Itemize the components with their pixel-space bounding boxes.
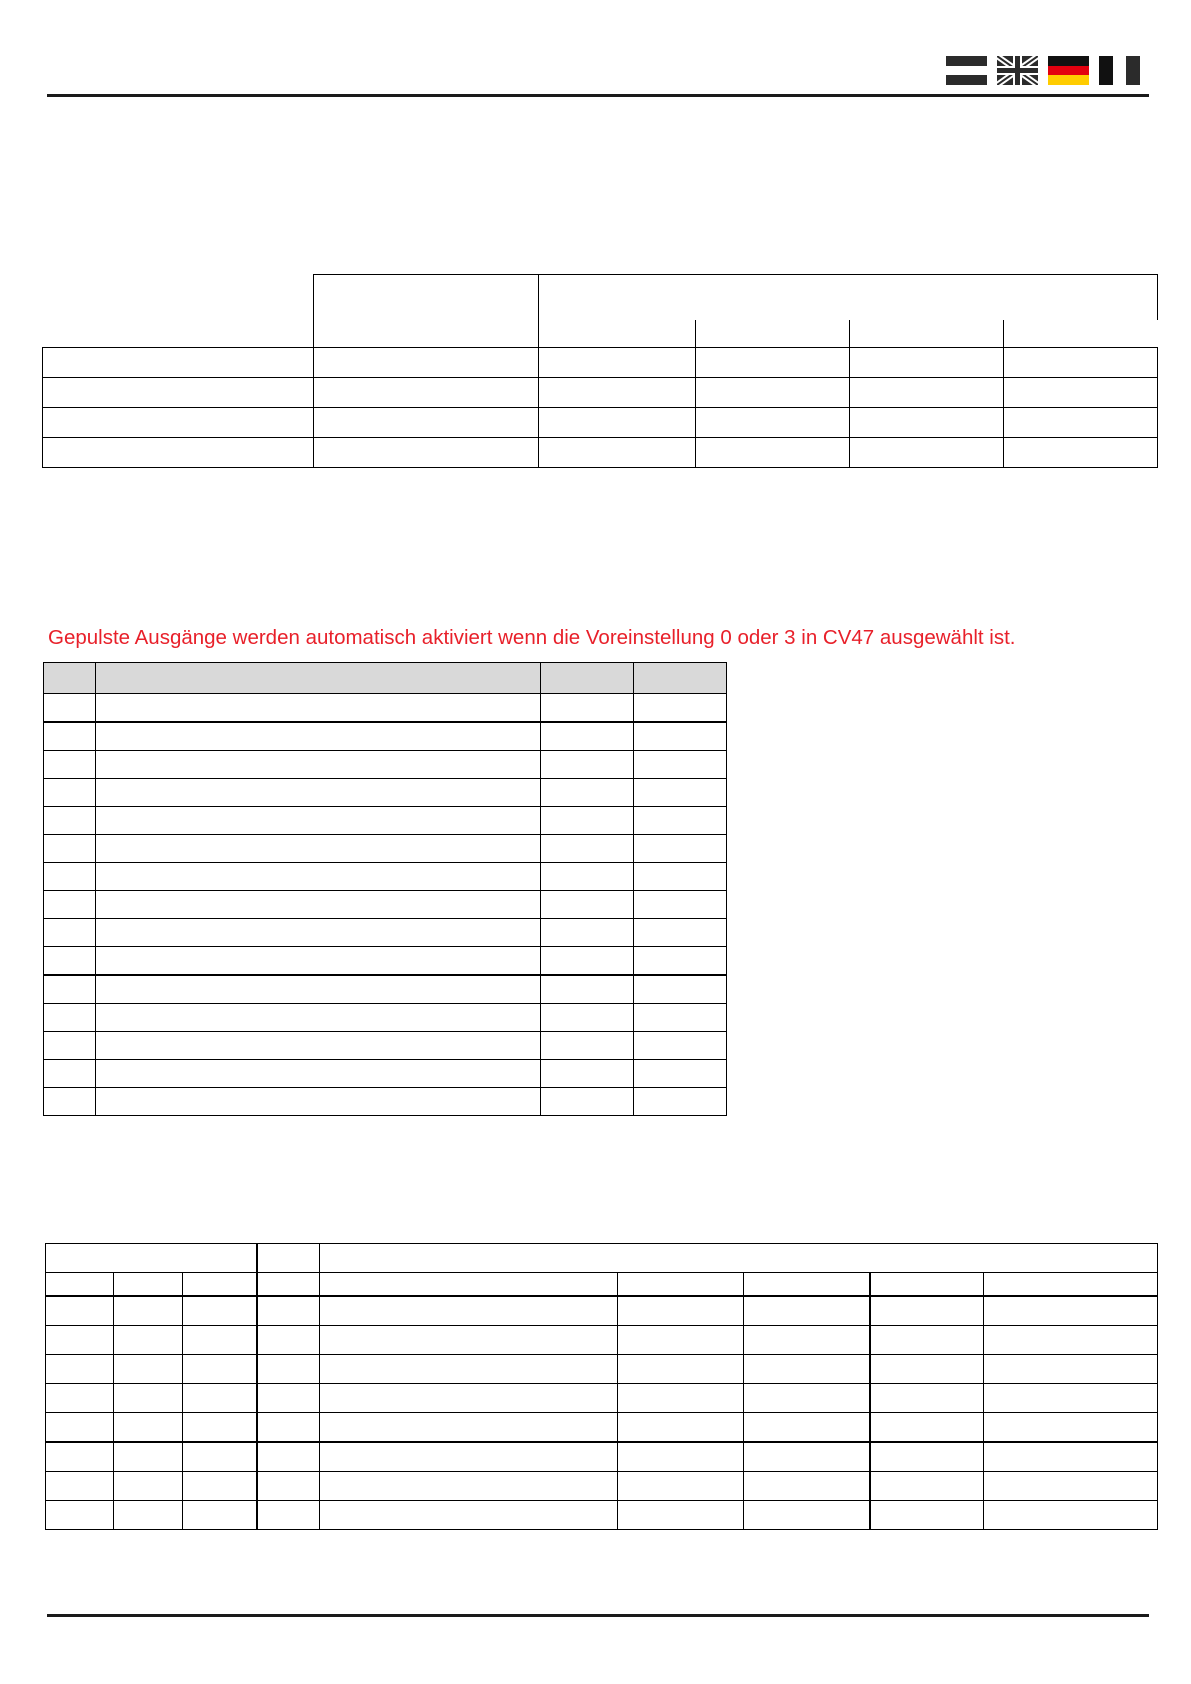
table-cell	[541, 1032, 634, 1060]
table-row	[43, 408, 1158, 438]
table-1-subheader-cell	[1004, 320, 1158, 348]
table-cell	[634, 919, 727, 947]
table-row	[44, 919, 727, 947]
table-cell	[320, 1472, 618, 1501]
table-cell	[541, 1060, 634, 1088]
france-flag-icon[interactable]	[1099, 56, 1140, 85]
table-1-subheader-cell	[850, 320, 1004, 348]
table-cell	[96, 891, 541, 919]
table-cell	[539, 408, 696, 438]
table-cell	[696, 348, 850, 378]
table-cell	[44, 1060, 96, 1088]
table-cell	[541, 891, 634, 919]
table-3-subheader-row	[46, 1273, 1158, 1297]
table-cell	[541, 835, 634, 863]
table-1-header-row	[43, 275, 1158, 321]
table-cell	[634, 694, 727, 723]
table-cell	[114, 1501, 183, 1530]
table-cell	[870, 1326, 984, 1355]
table-cell	[984, 1413, 1158, 1443]
language-flags	[946, 56, 1140, 85]
pulsed-outputs-note: Gepulste Ausgänge werden automatisch aktiviert wenn die Voreinstellung 0 oder 3 in CV47 ausgewählt ist.	[48, 626, 1016, 649]
table-cell	[744, 1296, 870, 1326]
table-row	[46, 1501, 1158, 1530]
table-cell	[183, 1472, 257, 1501]
table-cell	[114, 1326, 183, 1355]
table-1-header-cell	[314, 320, 539, 348]
table-cell	[257, 1296, 320, 1326]
table-row	[46, 1355, 1158, 1384]
table-header-cell	[46, 1273, 114, 1297]
table-cell	[634, 1004, 727, 1032]
table-cell	[541, 694, 634, 723]
table-cell	[618, 1472, 744, 1501]
table-1-header-cell	[314, 275, 539, 321]
table-cell	[539, 438, 696, 468]
table-header-cell	[96, 663, 541, 694]
table-row	[43, 348, 1158, 378]
table-row	[44, 947, 727, 976]
table-header-cell	[46, 1244, 257, 1273]
table-cell	[44, 779, 96, 807]
table-cell	[96, 1088, 541, 1116]
table-cell	[96, 1004, 541, 1032]
table-row	[44, 835, 727, 863]
table-row	[44, 975, 727, 1004]
table-cell	[541, 807, 634, 835]
table-cell	[44, 835, 96, 863]
table-cell	[44, 722, 96, 751]
table-cell	[870, 1296, 984, 1326]
table-row	[43, 378, 1158, 408]
table-cell	[539, 348, 696, 378]
table-cell	[46, 1355, 114, 1384]
table-cell	[634, 891, 727, 919]
table-cell	[634, 1032, 727, 1060]
table-cell	[984, 1472, 1158, 1501]
table-header-cell	[44, 663, 96, 694]
table-cell	[744, 1384, 870, 1413]
table-cell	[46, 1472, 114, 1501]
table-cell	[634, 779, 727, 807]
germany-flag-icon[interactable]	[1048, 56, 1089, 85]
table-cell	[44, 1032, 96, 1060]
table-cell	[870, 1355, 984, 1384]
table-cell	[618, 1326, 744, 1355]
table-cell	[43, 378, 314, 408]
table-cell	[541, 947, 634, 976]
table-row	[44, 779, 727, 807]
table-header-cell	[870, 1273, 984, 1297]
table-cell	[314, 438, 539, 468]
table-cell	[44, 1004, 96, 1032]
table-cell	[744, 1326, 870, 1355]
table-cell	[114, 1442, 183, 1472]
table-cell	[43, 438, 314, 468]
table-cell	[541, 1004, 634, 1032]
table-header-cell	[744, 1273, 870, 1297]
table-cell	[870, 1472, 984, 1501]
table-cell	[1004, 378, 1158, 408]
table-cell	[634, 863, 727, 891]
table-cell	[96, 1032, 541, 1060]
table-cell	[96, 751, 541, 779]
table-row	[46, 1472, 1158, 1501]
table-2-header-row	[44, 663, 727, 694]
table-cell	[183, 1413, 257, 1443]
table-cell	[257, 1501, 320, 1530]
table-cell	[541, 975, 634, 1004]
table-cell	[46, 1442, 114, 1472]
footer-rule	[47, 1614, 1149, 1617]
table-cell	[96, 863, 541, 891]
table-header-cell	[541, 663, 634, 694]
table-cell	[850, 408, 1004, 438]
table-cell	[541, 863, 634, 891]
table-cell	[1004, 438, 1158, 468]
table-header-cell	[257, 1273, 320, 1297]
table-cell	[114, 1472, 183, 1501]
table-header-cell	[634, 663, 727, 694]
table-cell	[183, 1384, 257, 1413]
table-cell	[850, 378, 1004, 408]
table-cell	[320, 1355, 618, 1384]
table-cell	[541, 919, 634, 947]
table-cell	[870, 1442, 984, 1472]
table-cell	[114, 1355, 183, 1384]
table-cell	[44, 975, 96, 1004]
table-cell	[320, 1442, 618, 1472]
table-row	[44, 722, 727, 751]
table-2	[43, 662, 727, 1116]
table-cell	[96, 807, 541, 835]
table-cell	[257, 1326, 320, 1355]
table-cell	[634, 947, 727, 976]
table-cell	[257, 1442, 320, 1472]
table-cell	[44, 919, 96, 947]
table-cell	[618, 1501, 744, 1530]
table-cell	[870, 1384, 984, 1413]
table-cell	[696, 438, 850, 468]
table-cell	[96, 1060, 541, 1088]
table-cell	[870, 1413, 984, 1443]
table-cell	[696, 378, 850, 408]
table-row	[44, 807, 727, 835]
table-cell	[634, 751, 727, 779]
table-cell	[850, 438, 1004, 468]
table-cell	[984, 1355, 1158, 1384]
table-cell	[183, 1355, 257, 1384]
table-cell	[314, 348, 539, 378]
table-cell	[46, 1384, 114, 1413]
table-cell	[44, 807, 96, 835]
table-cell	[634, 1088, 727, 1116]
table-row	[46, 1384, 1158, 1413]
table-cell	[320, 1326, 618, 1355]
table-cell	[744, 1413, 870, 1443]
table-row	[46, 1442, 1158, 1472]
table-1-subheader-cell	[696, 320, 850, 348]
table-header-cell	[114, 1273, 183, 1297]
table-cell	[618, 1442, 744, 1472]
table-cell	[634, 807, 727, 835]
table-cell	[314, 378, 539, 408]
table-cell	[46, 1326, 114, 1355]
table-cell	[43, 408, 314, 438]
table-row	[46, 1326, 1158, 1355]
table-header-cell	[183, 1273, 257, 1297]
table-cell	[44, 891, 96, 919]
table-cell	[634, 1060, 727, 1088]
table-row	[44, 1088, 727, 1116]
table-cell	[96, 779, 541, 807]
table-cell	[44, 1088, 96, 1116]
table-row	[46, 1296, 1158, 1326]
table-cell	[257, 1384, 320, 1413]
table-cell	[870, 1501, 984, 1530]
table-cell	[44, 863, 96, 891]
table-cell	[96, 919, 541, 947]
table-row	[44, 751, 727, 779]
table-3-header-row	[46, 1244, 1158, 1273]
united-kingdom-flag-icon[interactable]	[997, 56, 1038, 85]
table-1-corner-cell	[43, 275, 314, 348]
table-row	[44, 1032, 727, 1060]
table-cell	[634, 835, 727, 863]
table-row	[44, 863, 727, 891]
table-header-cell	[984, 1273, 1158, 1297]
table-cell	[114, 1296, 183, 1326]
table-cell	[984, 1501, 1158, 1530]
table-cell	[257, 1413, 320, 1443]
table-cell	[618, 1384, 744, 1413]
table-cell	[320, 1501, 618, 1530]
table-cell	[984, 1442, 1158, 1472]
table-cell	[539, 378, 696, 408]
table-cell	[46, 1501, 114, 1530]
table-row	[44, 1004, 727, 1032]
table-cell	[634, 722, 727, 751]
table-cell	[183, 1442, 257, 1472]
table-cell	[541, 722, 634, 751]
table-cell	[183, 1326, 257, 1355]
table-cell	[984, 1326, 1158, 1355]
table-cell	[257, 1355, 320, 1384]
table-cell	[46, 1296, 114, 1326]
table-cell	[541, 779, 634, 807]
table-cell	[96, 947, 541, 976]
table-cell	[257, 1472, 320, 1501]
table-cell	[320, 1384, 618, 1413]
table-cell	[618, 1413, 744, 1443]
table-header-cell	[320, 1244, 1158, 1273]
table-cell	[183, 1296, 257, 1326]
table-header-cell	[257, 1244, 320, 1273]
table-3	[45, 1243, 1158, 1530]
table-cell	[744, 1501, 870, 1530]
table-row	[44, 1060, 727, 1088]
table-cell	[44, 694, 96, 723]
table-cell	[314, 408, 539, 438]
table-cell	[96, 694, 541, 723]
netherlands-flag-icon[interactable]	[946, 56, 987, 85]
table-cell	[46, 1413, 114, 1443]
table-cell	[744, 1355, 870, 1384]
table-cell	[96, 835, 541, 863]
table-1	[42, 274, 1158, 468]
header-rule	[47, 94, 1149, 97]
table-cell	[634, 975, 727, 1004]
table-cell	[850, 348, 1004, 378]
table-cell	[618, 1355, 744, 1384]
table-cell	[744, 1442, 870, 1472]
table-cell	[618, 1296, 744, 1326]
table-cell	[44, 947, 96, 976]
table-cell	[96, 722, 541, 751]
table-cell	[320, 1296, 618, 1326]
table-cell	[541, 1088, 634, 1116]
table-cell	[43, 348, 314, 378]
table-row	[44, 891, 727, 919]
table-row	[43, 438, 1158, 468]
table-header-cell	[320, 1273, 618, 1297]
table-row	[44, 694, 727, 723]
table-cell	[984, 1296, 1158, 1326]
table-cell	[984, 1384, 1158, 1413]
table-cell	[696, 408, 850, 438]
table-header-cell	[618, 1273, 744, 1297]
table-1-subheader-cell	[539, 320, 696, 348]
table-cell	[541, 751, 634, 779]
table-1-header-group-cell	[539, 275, 1158, 321]
table-cell	[114, 1413, 183, 1443]
table-cell	[1004, 408, 1158, 438]
table-cell	[1004, 348, 1158, 378]
table-cell	[44, 751, 96, 779]
table-cell	[114, 1384, 183, 1413]
table-cell	[183, 1501, 257, 1530]
table-row	[46, 1413, 1158, 1443]
table-cell	[96, 975, 541, 1004]
table-cell	[744, 1472, 870, 1501]
table-cell	[320, 1413, 618, 1443]
